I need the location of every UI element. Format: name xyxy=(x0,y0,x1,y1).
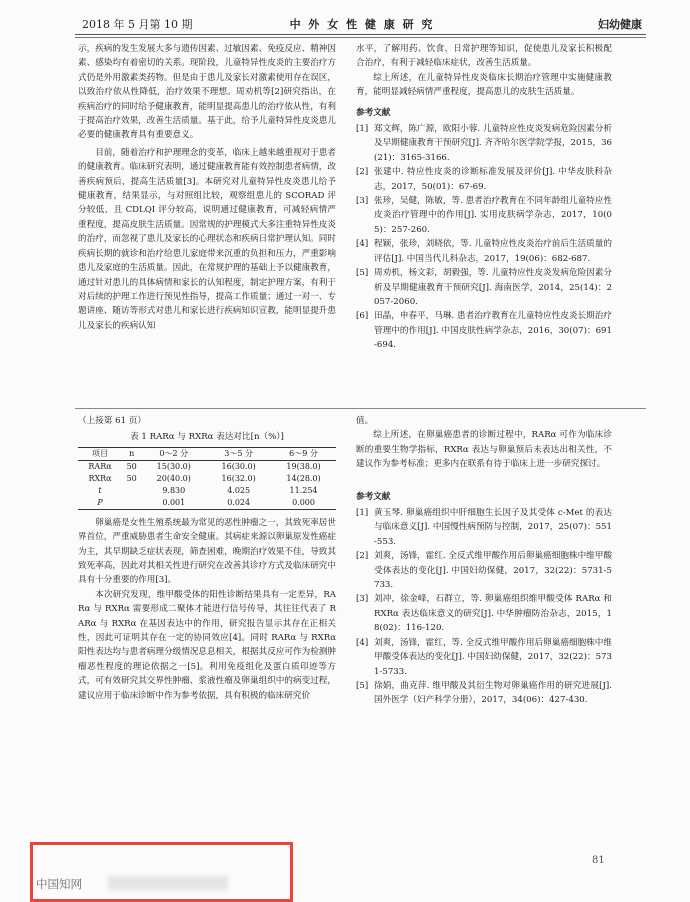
reference-list xyxy=(356,122,612,353)
reference-item: [4] 程颖，张珍，刘晓依，等. 儿童特应性皮炎治疗前后生活质量的评估[J]. 中国当代儿科杂志，2017，19(06)：682-687. xyxy=(356,239,612,264)
body-paragraph: 值。 xyxy=(356,416,374,426)
table-header-cell: 项目 xyxy=(78,447,122,460)
body-paragraph: 综上所述，在卵巢癌患者的诊断过程中，RARα 可作为临床诊断的重要生物学指标，RXRα 表达与卵巢预后未表达出相关性，不建议作为参考标准；更多内在联系有待于临床上进一步研究探讨。 xyxy=(356,430,612,470)
table-row: RXRα 50 20(40.0) 16(32.0) 14(28.0) xyxy=(88,473,321,483)
article-separator xyxy=(75,408,646,409)
table-header-cell: 6～9 分 xyxy=(271,447,336,460)
table-header-row xyxy=(78,447,336,460)
data-table xyxy=(78,447,336,510)
header-journal-title: 中 外 女 性 健 康 研 究 xyxy=(289,18,435,31)
body-paragraph: 目前，随着治疗和护理理念的变革，临床上越来越重视对于患者的健康教育。临床研究表明，通过健康教育能有效控制患者病情，改善疾病预后，提高生活质量[3]。本研究对儿童特异性皮炎患儿给予健康教育，结果显示，与对照组比较，观察组患儿的 SCORAD 评分较低，且 CDLQI 评分较高，说明通过健康教育，可减轻病情严重程度，提高皮肤生活质量。因常规的护理模式大多注重特异性皮炎的治疗，而忽视了患儿及家长的心理状态和疾病日常护理认知。同时疾病长期的就诊和治疗给患儿家庭带来沉重的负担和压力，严重影响患儿及家庭的生活质量。因此，在常规护理的基础上予以健康教育，通过针对患儿的具体病情和家长的认知程度，制定护理方案，有利于对后续的护理工作进行预见性指导，提高工作质量；通过一对一、专题讲座、随访等形式对患儿和家长进行疾病知识宣教，能明显提升患儿及家长的疾病认知 xyxy=(78,147,336,331)
bottom-right-column xyxy=(356,414,612,708)
reference-item: [2] 刘爽，汤锋，霍红. 全反式维甲酸作用后卵巢癌细胞株中维甲酸受体表达的变化[J]. 中国妇幼保健，2017，32(22)：5731-5733. xyxy=(356,551,612,591)
top-left-column xyxy=(78,42,336,333)
table-row: RARα 50 15(30.0) 16(30.0) 19(38.0) xyxy=(88,461,321,471)
header-rule xyxy=(75,34,646,35)
table-row: P 0.001 0.024 0.000 xyxy=(78,497,336,510)
references-heading: 参考文献 xyxy=(356,107,391,118)
top-right-column xyxy=(356,42,612,353)
table-header-cell: 0～2 分 xyxy=(141,447,206,460)
table-caption: 表 1 RARα 与 RXRα 表达对比[n（%）] xyxy=(130,432,284,443)
watermark-text: 中国知网 xyxy=(36,877,82,891)
header-issue: 2018 年 5 月第 10 期 xyxy=(82,18,193,31)
reference-item: [1] 黄玉琴. 卵巢癌组织中肝细胞生长因子及其受体 c-Met 的表达与临床意义[J]. 中国慢性病预防与控制，2017，25(07)：551-553. xyxy=(356,508,612,547)
continued-note: （上接第 61 页） xyxy=(78,416,146,426)
references-heading: 参考文献 xyxy=(356,491,391,502)
header-rule-thin xyxy=(75,37,646,38)
table-header-cell: 3～5 分 xyxy=(206,447,271,460)
header-section: 妇幼健康 xyxy=(598,18,642,31)
reference-item: [3] 张珍，吴健，陈敏，等. 患者治疗教育在不同年龄组儿童特应性皮炎治疗管理中的作用[J]. 实用皮肤病学杂志，2017，10(05)：257-260. xyxy=(356,196,612,235)
reference-item: [3] 刘冲，徐金峰，石群立，等. 卵巢癌组织维甲酸受体 RARα 和 RXRα 表达临床意义的研究[J]. 中华肿瘤防治杂志，2015，18(02)：116-120. xyxy=(356,594,612,634)
reference-list xyxy=(356,506,612,708)
highlight-box xyxy=(30,842,293,902)
reference-item: [6] 田晶，申春平，马琳. 患者治疗教育在儿童特应性皮炎长期治疗管理中的作用[J]. 中国皮肤性病学杂志，2016，30(07)：691-694. xyxy=(356,311,612,351)
table-header-cell: n xyxy=(122,447,141,460)
body-paragraph: 示，疾病的发生发展大多与遗传因素、过敏因素、免疫反应、精神因素、感染均有着密切的关系。现阶段，儿童特异性皮炎的主要治疗方式仍是外用激素类药物。但是由于患儿及家长对激素使用存在误区，以致治疗依从性降低，治疗效果不理想。周劝机等[2]研究指出，在疾病治疗的同时给予健康教育，能明显提高患儿的治疗依从性，有利于提高治疗效果，改善生活质量。基于此，给予儿童特异性皮炎患儿必要的健康教育具有重要意义。 xyxy=(78,44,336,141)
body-paragraph: 综上所述，在儿童特异性皮炎临床长期治疗管理中实施健康教育，能明显减轻病情严重程度，提高患儿的皮肤生活质量。 xyxy=(356,72,612,98)
bottom-left-column xyxy=(78,414,336,703)
reference-item: [5] 周劝机，杨文彩，胡毅强，等. 儿童特应性皮炎发病危险因素分析及早期健康教育干预研究[J]. 海南医学，2014，25(14)：2057-2060. xyxy=(356,268,612,307)
table-row: t 9.830 4.025 11.254 xyxy=(98,485,318,495)
reference-item: [2] 张建中. 特应性皮炎的诊断标准发展及评价[J]. 中华皮肤科杂志，2017，50(01)：67-69. xyxy=(356,167,612,192)
reference-item: [1] 郑文辉，陈广源，欧阳小蓉. 儿童特应性皮炎发病危险因素分析及早期健康教育干预研究[J]. 齐齐哈尔医学院学报，2015，36(21)：3165-3166. xyxy=(356,124,612,163)
blurred-watermark xyxy=(108,876,228,890)
reference-item: [4] 刘爽，汤锋，霍红，等. 全反式维甲酸作用后卵巢癌细胞株中维甲酸受体表达的变化[J]. 中国妇幼保健，2017，32(22)：5731-5733. xyxy=(356,637,612,677)
body-paragraph: 卵巢癌是女性生殖系统最为常见的恶性肿瘤之一，其致死率居世界首位，严重威胁患者生命安全健康。其病症来源以卵巢原发性癌症为主，其早期缺乏症状表现，筛查困难，晚期治疗效果不佳，导致其致死率高，因此对其相关性进行研究在改善其诊疗方式及临床研究中具有十分重要的作用[3]。 xyxy=(78,517,336,586)
body-paragraph: 水平，了解用药、饮食、日常护理等知识，促使患儿及家长积极配合治疗，有利于减轻临床症状，改善生活质量。 xyxy=(356,44,612,69)
body-paragraph: 本次研究发现，维甲酸受体的阳性诊断结果具有一定差异，RARα 与 RXRα 需要形成二聚体才能进行信号传导，其往往代表了 RARα 与 RXRα 在基因表达中的作用，研究报告显示其存在正相关性，因此可证明其存在一定的协同效应[4]。同时 RARα 与 RXRα 阳性表达均与患者病理分级情况息息相关，根据其反应可作为检测肿瘤恶性程度的理论依据之一[5]。利用免疫组化及蛋白质印迹等方式，可有效研究其交界性肿瘤、浆液性瘤及卵巢组织中的病变过程，建议应用于临床诊断中作为参考依据，具有积极的临床研究价 xyxy=(78,589,336,701)
page-number: 81 xyxy=(592,855,605,866)
reference-item: [5] 徐娟，曲克萍. 维甲酸及其衍生物对卵巢癌作用的研究进展[J]. 国外医学（妇产科学分册），2017，34(06)：427-430. xyxy=(356,680,612,706)
running-header xyxy=(82,12,642,34)
